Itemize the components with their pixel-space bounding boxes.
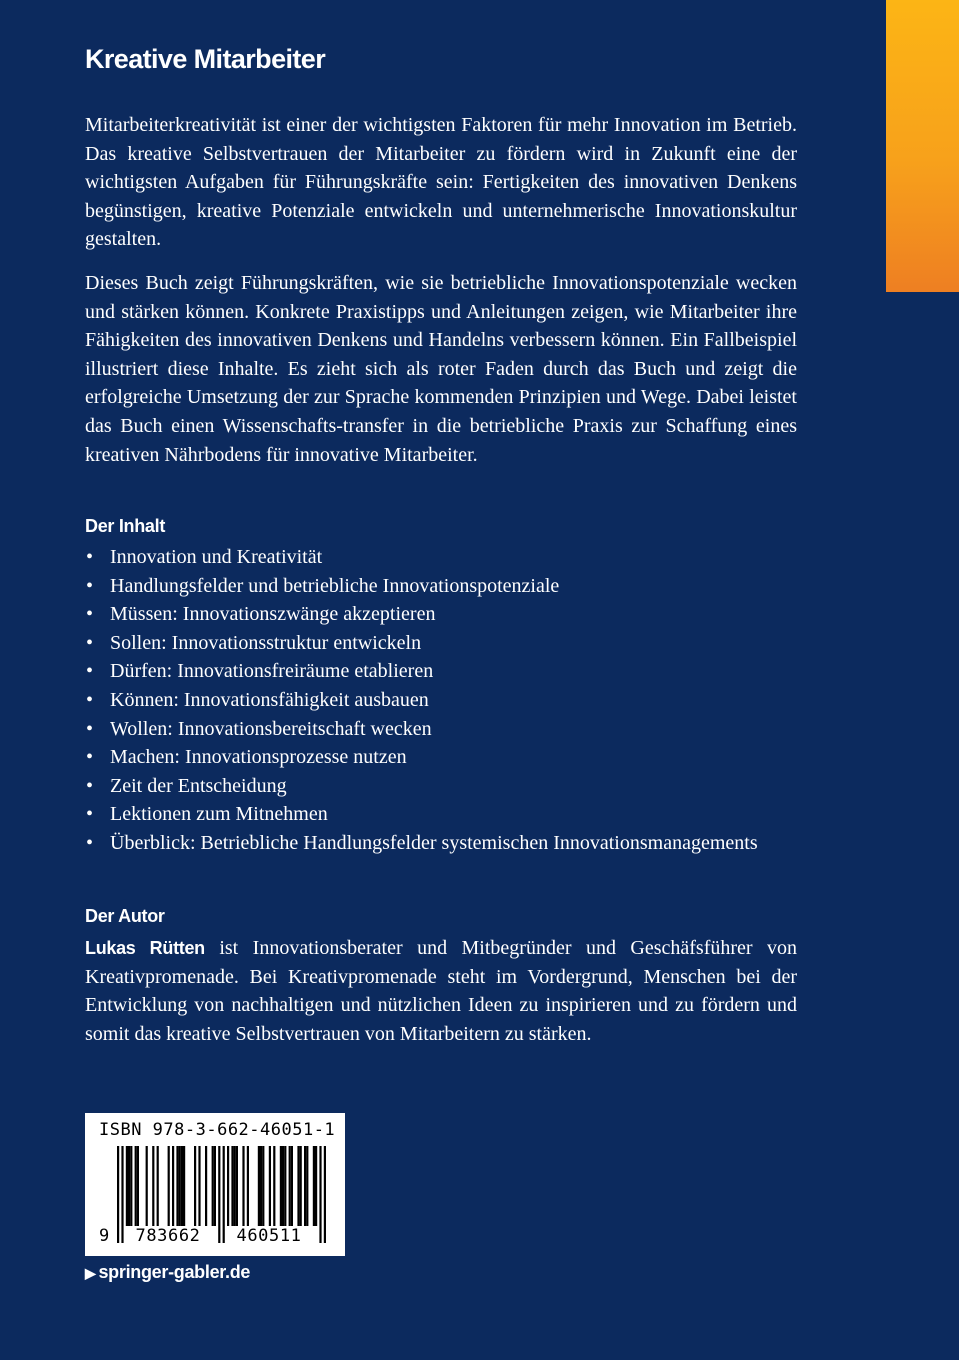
bullet-icon: • — [86, 831, 94, 854]
bullet-icon: • — [86, 746, 94, 769]
list-item: • Lektionen zum Mitnehmen — [85, 800, 800, 829]
author-bio-text: ist Innovationsberater und Mitbegründer und Geschäfsführer von Kreativpromenade. Bei Kreativpromenade steht im Vordergrund, Menschen bei der Entwicklung von nachhaltigen und nützlichen Ideen zu inspirieren und zu fördern und somit das kreative Selbstvertrauen von Mitarbeitern zu stärken. — [85, 937, 797, 1045]
barcode-bar — [260, 1146, 262, 1226]
barcode-bar — [315, 1146, 317, 1226]
author-heading: Der Autor — [85, 906, 165, 926]
book-title: Kreative Mitarbeiter — [85, 44, 326, 74]
bullet-icon: • — [86, 803, 94, 826]
barcode-bar — [242, 1146, 244, 1226]
isbn-barcode — [85, 1113, 345, 1256]
bullet-icon: • — [86, 660, 94, 683]
list-item: • Sollen: Innovationsstruktur entwickeln — [85, 629, 800, 658]
barcode-bar — [227, 1146, 229, 1226]
barcode-bar — [198, 1146, 200, 1226]
barcode-bar — [176, 1146, 178, 1226]
barcode-bar — [319, 1146, 321, 1243]
list-item: • Überblick: Betriebliche Handlungsfelder systemischen Innovationsmanagements — [85, 829, 800, 858]
barcode-bar — [269, 1146, 271, 1226]
website-label: springer-gabler.de — [98, 1262, 251, 1282]
description-paragraph-2: Dieses Buch zeigt Führungskräften, wie sie betriebliche Innovationspotenziale wecken und stärken können. Konkrete Praxistipps und Anleitungen zeigen, wie Mitarbeiter ihre Fähigkeiten des innovativen Denkens und Handelns verbessern können. Ein Fallbeispiel illustriert diese Inhalte. Es zieht sich als roter Faden durch das Buch und zeigt die erfolgreiche Umsetzung der zur Sprache kommenden Prinzipien und Wege. Dabei leistet das Buch einen Wissenschafts-transfer in die betriebliche Praxis zur Schaffung eines kreativen Nährbodens für innovative Mitarbeiter. — [85, 272, 797, 466]
ean-left-digits: 783662 — [135, 1226, 201, 1246]
bullet-icon: • — [86, 603, 94, 626]
list-item: • Innovation und Kreativität — [85, 543, 800, 572]
barcode-bar — [284, 1146, 286, 1226]
isbn-label: ISBN 978-3-662-46051-1 — [99, 1120, 336, 1140]
bullet-icon: • — [86, 774, 94, 797]
ean-right-digits: 460511 — [236, 1226, 302, 1246]
barcode-bar — [135, 1146, 137, 1226]
barcode-bar — [214, 1146, 216, 1226]
barcode-bar — [194, 1146, 196, 1226]
description-paragraph-1: Mitarbeiterkreativität ist einer der wichtigsten Faktoren für mehr Innovation im Betrieb. Das kreative Selbstvertrauen der Mitarbeiter zu fördern wird in Zukunft eine der wichtigsten Aufgaben für Führungskräfte sein: Fertigkeiten des innovativen Denkens begünstigen, kreative Potenziale entwickeln und unternehmerische Innovationskultur gestalten. — [85, 114, 797, 251]
bullet-icon: • — [86, 546, 94, 568]
contents-heading: Der Inhalt — [85, 516, 166, 536]
barcode-bar — [280, 1146, 282, 1226]
list-item: • Handlungsfelder und betriebliche Innovationspotenziale — [85, 572, 800, 601]
barcode-bar — [258, 1146, 260, 1226]
list-item: • Machen: Innovationsprozesse nutzen — [85, 743, 800, 772]
publisher-website[interactable] — [85, 1262, 250, 1283]
contents-list — [85, 543, 800, 858]
barcode-bar — [181, 1146, 183, 1226]
barcode-bar — [291, 1146, 293, 1226]
author-name: Lukas Rütten — [85, 938, 205, 958]
bullet-icon: • — [86, 688, 94, 711]
barcode-bar — [297, 1146, 299, 1226]
barcode-bar — [128, 1146, 130, 1226]
barcode-bar — [306, 1146, 308, 1226]
barcode-bar — [212, 1146, 214, 1226]
barcode-bar — [168, 1146, 170, 1226]
barcode-bar — [126, 1146, 128, 1226]
barcode-bar — [236, 1146, 238, 1226]
ean-first-digit: 9 — [99, 1226, 110, 1246]
orange-accent-tab — [886, 0, 959, 292]
bullet-icon: • — [86, 717, 94, 740]
barcode-bar — [231, 1146, 233, 1226]
barcode-bar — [146, 1146, 148, 1226]
barcode-bar — [324, 1146, 326, 1243]
barcode-bar — [304, 1146, 306, 1226]
bullet-icon: • — [86, 631, 94, 654]
bullet-icon: • — [86, 574, 94, 597]
list-item: • Können: Innovationsfähigkeit ausbauen — [85, 686, 800, 715]
list-item: • Müssen: Innovationszwänge akzeptieren — [85, 600, 800, 629]
barcode-bar — [137, 1146, 139, 1226]
barcode-bar — [205, 1146, 207, 1226]
barcode-bar — [183, 1146, 185, 1226]
barcode-bar — [262, 1146, 264, 1226]
barcode-bar — [282, 1146, 284, 1226]
barcode-bar — [273, 1146, 275, 1226]
play-arrow-icon: ▶ — [85, 1265, 96, 1281]
author-bio — [85, 934, 797, 1048]
barcode-bar — [300, 1146, 302, 1226]
barcode-bar — [157, 1146, 159, 1226]
list-item: • Zeit der Entscheidung — [85, 772, 800, 801]
list-item: • Wollen: Innovationsbereitschaft wecken — [85, 715, 800, 744]
barcode-bar — [179, 1146, 181, 1226]
barcode-bar — [152, 1146, 154, 1226]
list-item: • Dürfen: Innovationsfreiräume etablieren — [85, 657, 800, 686]
barcode-bar — [247, 1146, 249, 1226]
barcode-bar — [172, 1146, 174, 1226]
barcode-bar — [234, 1146, 236, 1226]
barcode-bar — [289, 1146, 291, 1226]
barcode-bar — [313, 1146, 315, 1226]
barcode-bar — [130, 1146, 132, 1226]
